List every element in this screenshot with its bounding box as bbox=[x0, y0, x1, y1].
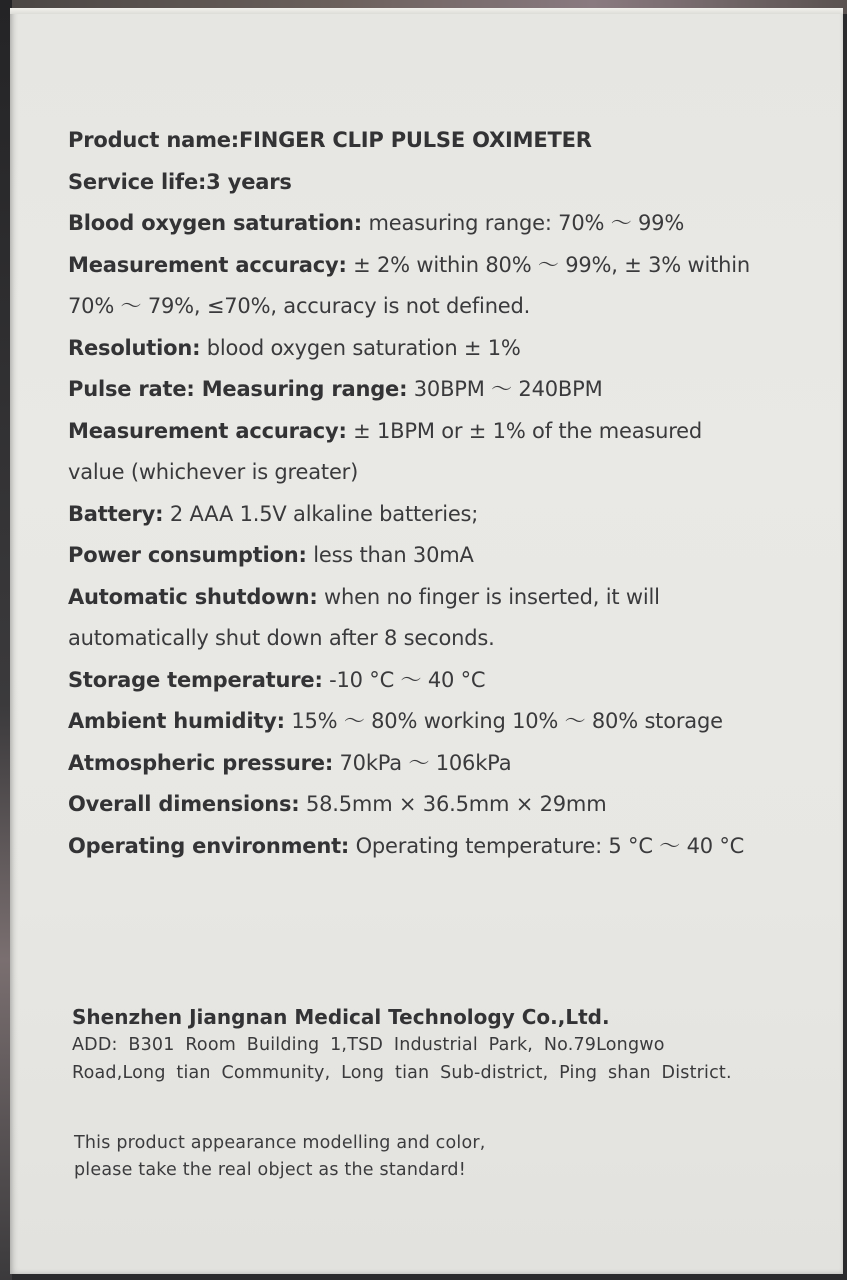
spec-label: Automatic shutdown: bbox=[68, 584, 318, 609]
spec-label: Resolution: bbox=[68, 335, 201, 360]
spec-line-spo2-range bbox=[68, 203, 808, 245]
spec-label: Service life:3 years bbox=[68, 169, 292, 194]
spec-line-pulse-accuracy-cont bbox=[68, 452, 808, 494]
spec-label: Battery: bbox=[68, 501, 164, 526]
spec-label: Atmospheric pressure: bbox=[68, 750, 334, 775]
spec-line-pressure bbox=[68, 743, 808, 785]
spec-value: automatically shut down after 8 seconds. bbox=[68, 626, 495, 650]
spec-value: measuring range: 70% ～ 99% bbox=[362, 211, 685, 235]
spec-value: less than 30mA bbox=[306, 543, 474, 567]
company-address-line-1: ADD: B301 Room Building 1,TSD Industrial Park, No.79Longwo bbox=[72, 1035, 665, 1055]
spec-label: Overall dimensions: bbox=[68, 792, 300, 816]
spec-line-power bbox=[68, 535, 808, 577]
spec-line-dimensions bbox=[68, 784, 808, 826]
spec-line-resolution bbox=[68, 328, 808, 370]
spec-line-spo2-accuracy-cont bbox=[68, 286, 808, 328]
spec-label: Product name:FINGER CLIP PULSE OXIMETER bbox=[68, 128, 592, 152]
spec-line-battery bbox=[68, 494, 808, 536]
company-name: Shenzhen Jiangnan Medical Technology Co.,Ltd. bbox=[72, 1005, 610, 1029]
spec-value: 58.5mm × 36.5mm × 29mm bbox=[299, 792, 607, 816]
spec-list bbox=[68, 120, 808, 867]
spec-line-spo2-accuracy bbox=[68, 245, 808, 287]
spec-line-service-life bbox=[68, 162, 808, 204]
spec-value: value (whichever is greater) bbox=[68, 460, 359, 484]
spec-value: -10 °C ～ 40 °C bbox=[322, 667, 486, 692]
disclaimer-line-1: This product appearance modelling and color, bbox=[74, 1133, 486, 1153]
spec-line-humidity bbox=[68, 701, 808, 743]
spec-line-pulse-range bbox=[68, 369, 808, 411]
spec-value: 15% ～ 80% working 10% ～ 80% storage bbox=[284, 709, 723, 733]
spec-line-shutdown-cont bbox=[68, 618, 808, 660]
spec-value: Operating temperature: 5 °C ～ 40 °C bbox=[349, 833, 745, 858]
spec-value: when no finger is inserted, it will bbox=[317, 584, 660, 609]
spec-value: ± 1BPM or ± 1% of the measured bbox=[346, 418, 703, 443]
spec-line-pulse-accuracy bbox=[68, 411, 808, 453]
spec-label: Ambient humidity: bbox=[68, 709, 285, 733]
manufacturer-block bbox=[72, 1003, 792, 1087]
spec-value: blood oxygen saturation ± 1% bbox=[200, 335, 521, 360]
disclaimer-line-2: please take the real object as the standard! bbox=[74, 1160, 466, 1180]
spec-label: Measurement accuracy: bbox=[68, 418, 347, 443]
box-top-rim bbox=[10, 8, 843, 14]
disclaimer-block bbox=[74, 1130, 674, 1184]
spec-value: 30BPM ～ 240BPM bbox=[407, 377, 603, 401]
spec-line-storage-temp bbox=[68, 660, 808, 702]
spec-value: ± 2% within 80% ～ 99%, ± 3% within bbox=[346, 252, 750, 277]
spec-line-operating-env bbox=[68, 826, 808, 868]
spec-label: Measurement accuracy: bbox=[68, 252, 347, 277]
spec-label: Operating environment: bbox=[68, 833, 350, 858]
company-address-line-2: Road,Long tian Community, Long tian Sub-district, Ping shan District. bbox=[72, 1063, 732, 1083]
spec-label: Pulse rate: Measuring range: bbox=[68, 377, 408, 401]
spec-value: 70% ～ 79%, ≤70%, accuracy is not defined. bbox=[68, 294, 531, 318]
spec-label: Storage temperature: bbox=[68, 667, 323, 692]
spec-line-shutdown bbox=[68, 577, 808, 619]
spec-line-product-name bbox=[68, 120, 808, 162]
spec-label: Power consumption: bbox=[68, 543, 307, 567]
spec-label: Blood oxygen saturation: bbox=[68, 211, 362, 235]
spec-value: 70kPa ～ 106kPa bbox=[333, 750, 512, 775]
spec-value: 2 AAA 1.5V alkaline batteries; bbox=[163, 501, 479, 526]
